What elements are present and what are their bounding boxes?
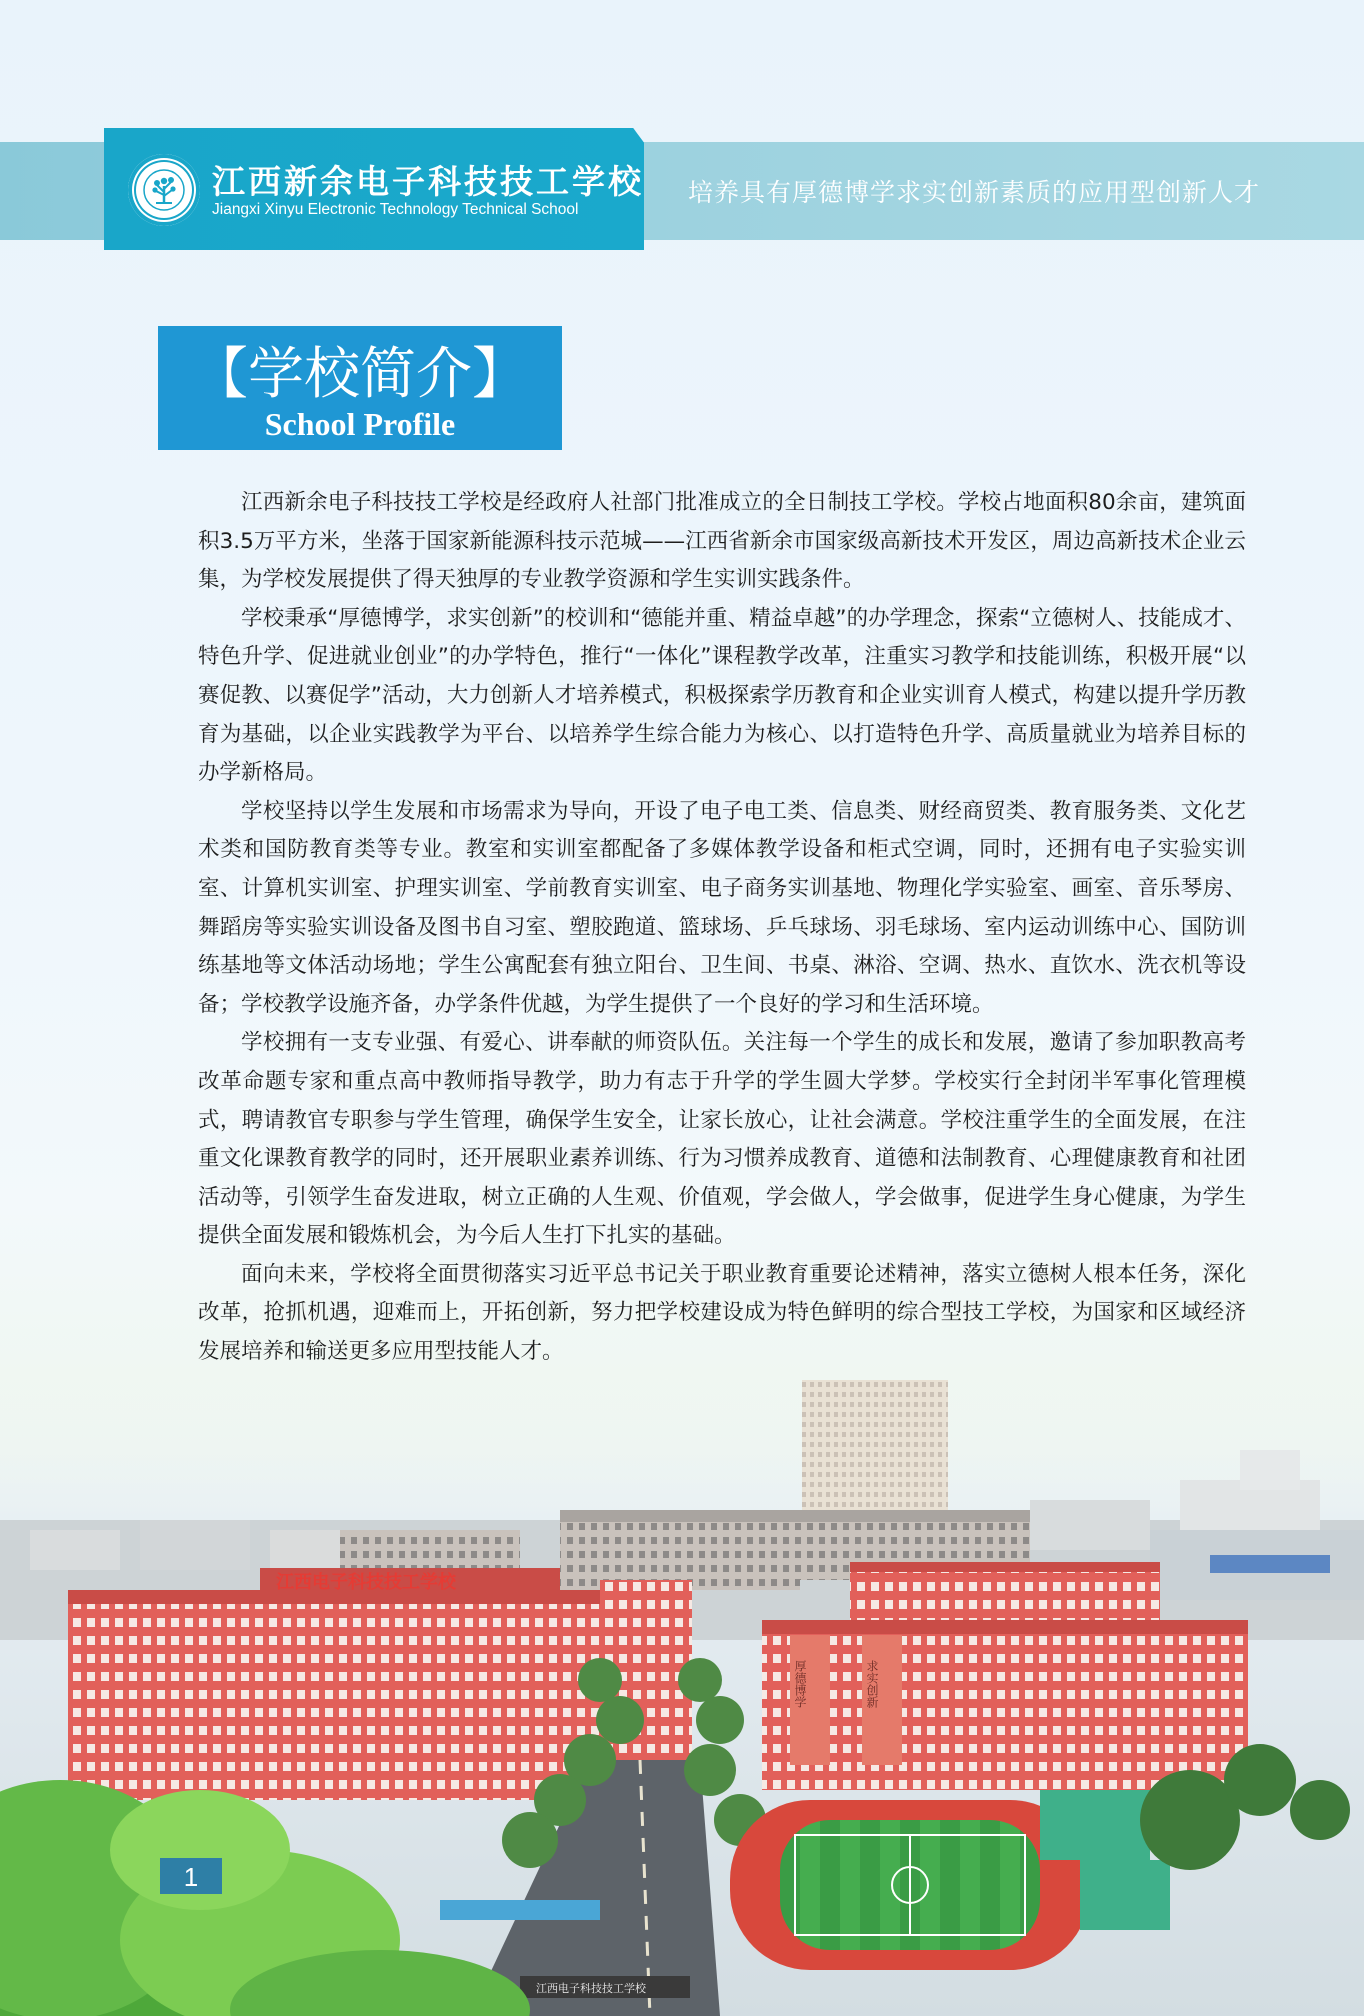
- section-title-box: [158, 326, 562, 450]
- section-title-english: School Profile: [264, 406, 456, 442]
- paragraph: 学校秉承“厚德博学，求实创新”的校训和“德能并重、精益卓越”的办学理念，探索“立德树人、技能成才、特色升学、促进就业创业”的办学特色，推行“一体化”课程教学改革，注重实习教学和技能训练，积极开展“以赛促教、以赛促学”活动，大力创新人才培养模式，积极探索学历教育和企业实训育人模式，构建以提升学历教育为基础，以企业实践教学为平台、以培养学生综合能力为核心、以打造特色升学、高质量就业为培养目标的办学新格局。: [198, 605, 1246, 786]
- right-building-sign-right: 求实创新: [865, 1660, 879, 1708]
- right-teaching-building: [762, 1620, 1248, 1790]
- paragraph: 学校坚持以学生发展和市场需求为导向，开设了电子电工类、信息类、财经商贸类、教育服务类、文化艺术类和国防教育类等专业。教室和实训室都配备了多媒体教学设备和柜式空调，同时，还拥有电子实验实训室、计算机实训室、护理实训室、学前教育实训室、电子商务实训基地、物理化学实验室、画室、音乐琴房、舞蹈房等实验实训设备及图书自习室、塑胶跑道、篮球场、乒乓球场、羽毛球场、室内运动训练中心、国防训练基地等文体活动场地；学生公寓配套有独立阳台、卫生间、书桌、淋浴、空调、热水、直饮水、洗衣机等设备；学校教学设施齐备，办学条件优越，为学生提供了一个良好的学习和生活环境。: [198, 798, 1246, 1017]
- page-number: 1: [183, 1862, 199, 1892]
- campus-aerial-photo: [0, 1380, 1364, 2016]
- paragraph: 江西新余电子科技技工学校是经政府人社部门批准成立的全日制技工学校。学校占地面积80余亩，建筑面积3.5万平方米，坐落于国家新能源科技示范城——江西省新余市国家级高新技术开发区，周边高新技术企业云集，为学校发展提供了得天独厚的专业教学资源和学生实训实践条件。: [198, 490, 1246, 593]
- school-name-english: Jiangxi Xinyu Electronic Technology Technical School: [212, 201, 579, 218]
- right-building-sign-left: 厚德博学: [793, 1660, 807, 1708]
- gate-sign: 江西电子科技技工学校: [536, 1982, 646, 1995]
- left-building-sign: 江西电子科技技工学校: [276, 1572, 456, 1593]
- school-name-chinese: 江西新余电子科技技工学校: [212, 162, 644, 201]
- tree-emblem-icon: [142, 168, 186, 212]
- paragraph: 面向未来，学校将全面贯彻落实习近平总书记关于职业教育重要论述精神，落实立德树人根本任务，深化改革，抢抓机遇，迎难而上，开拓创新，努力把学校建设成为特色鲜明的综合型技工学校，为国家和区域经济发展培养和输送更多应用型技能人才。: [198, 1261, 1246, 1365]
- school-emblem-icon: [128, 154, 200, 226]
- page-number-box: [160, 1858, 222, 1894]
- paragraph: 学校拥有一支专业强、有爱心、讲奉献的师资队伍。关注每一个学生的成长和发展，邀请了参加职教高考改革命题专家和重点高中教师指导教学，助力有志于升学的学生圆大学梦。学校实行全封闭半军事化管理模式，聘请教官专职参与学生管理，确保学生安全，让家长放心，让社会满意。学校注重学生的全面发展，在注重文化课教育教学的同时，还开展职业素养训练、行为习惯养成教育、道德和法制教育、心理健康教育和社团活动等，引领学生奋发进取，树立正确的人生观、价值观，学会做人，学会做事，促进学生身心健康，为学生提供全面发展和锻炼机会，为今后人生打下扎实的基础。: [198, 1030, 1246, 1249]
- header-slogan: 培养具有厚德博学求实创新素质的应用型创新人才: [688, 178, 1261, 207]
- school-profile-text: [198, 484, 1246, 1372]
- section-title-chinese: 【学校简介】: [192, 342, 528, 407]
